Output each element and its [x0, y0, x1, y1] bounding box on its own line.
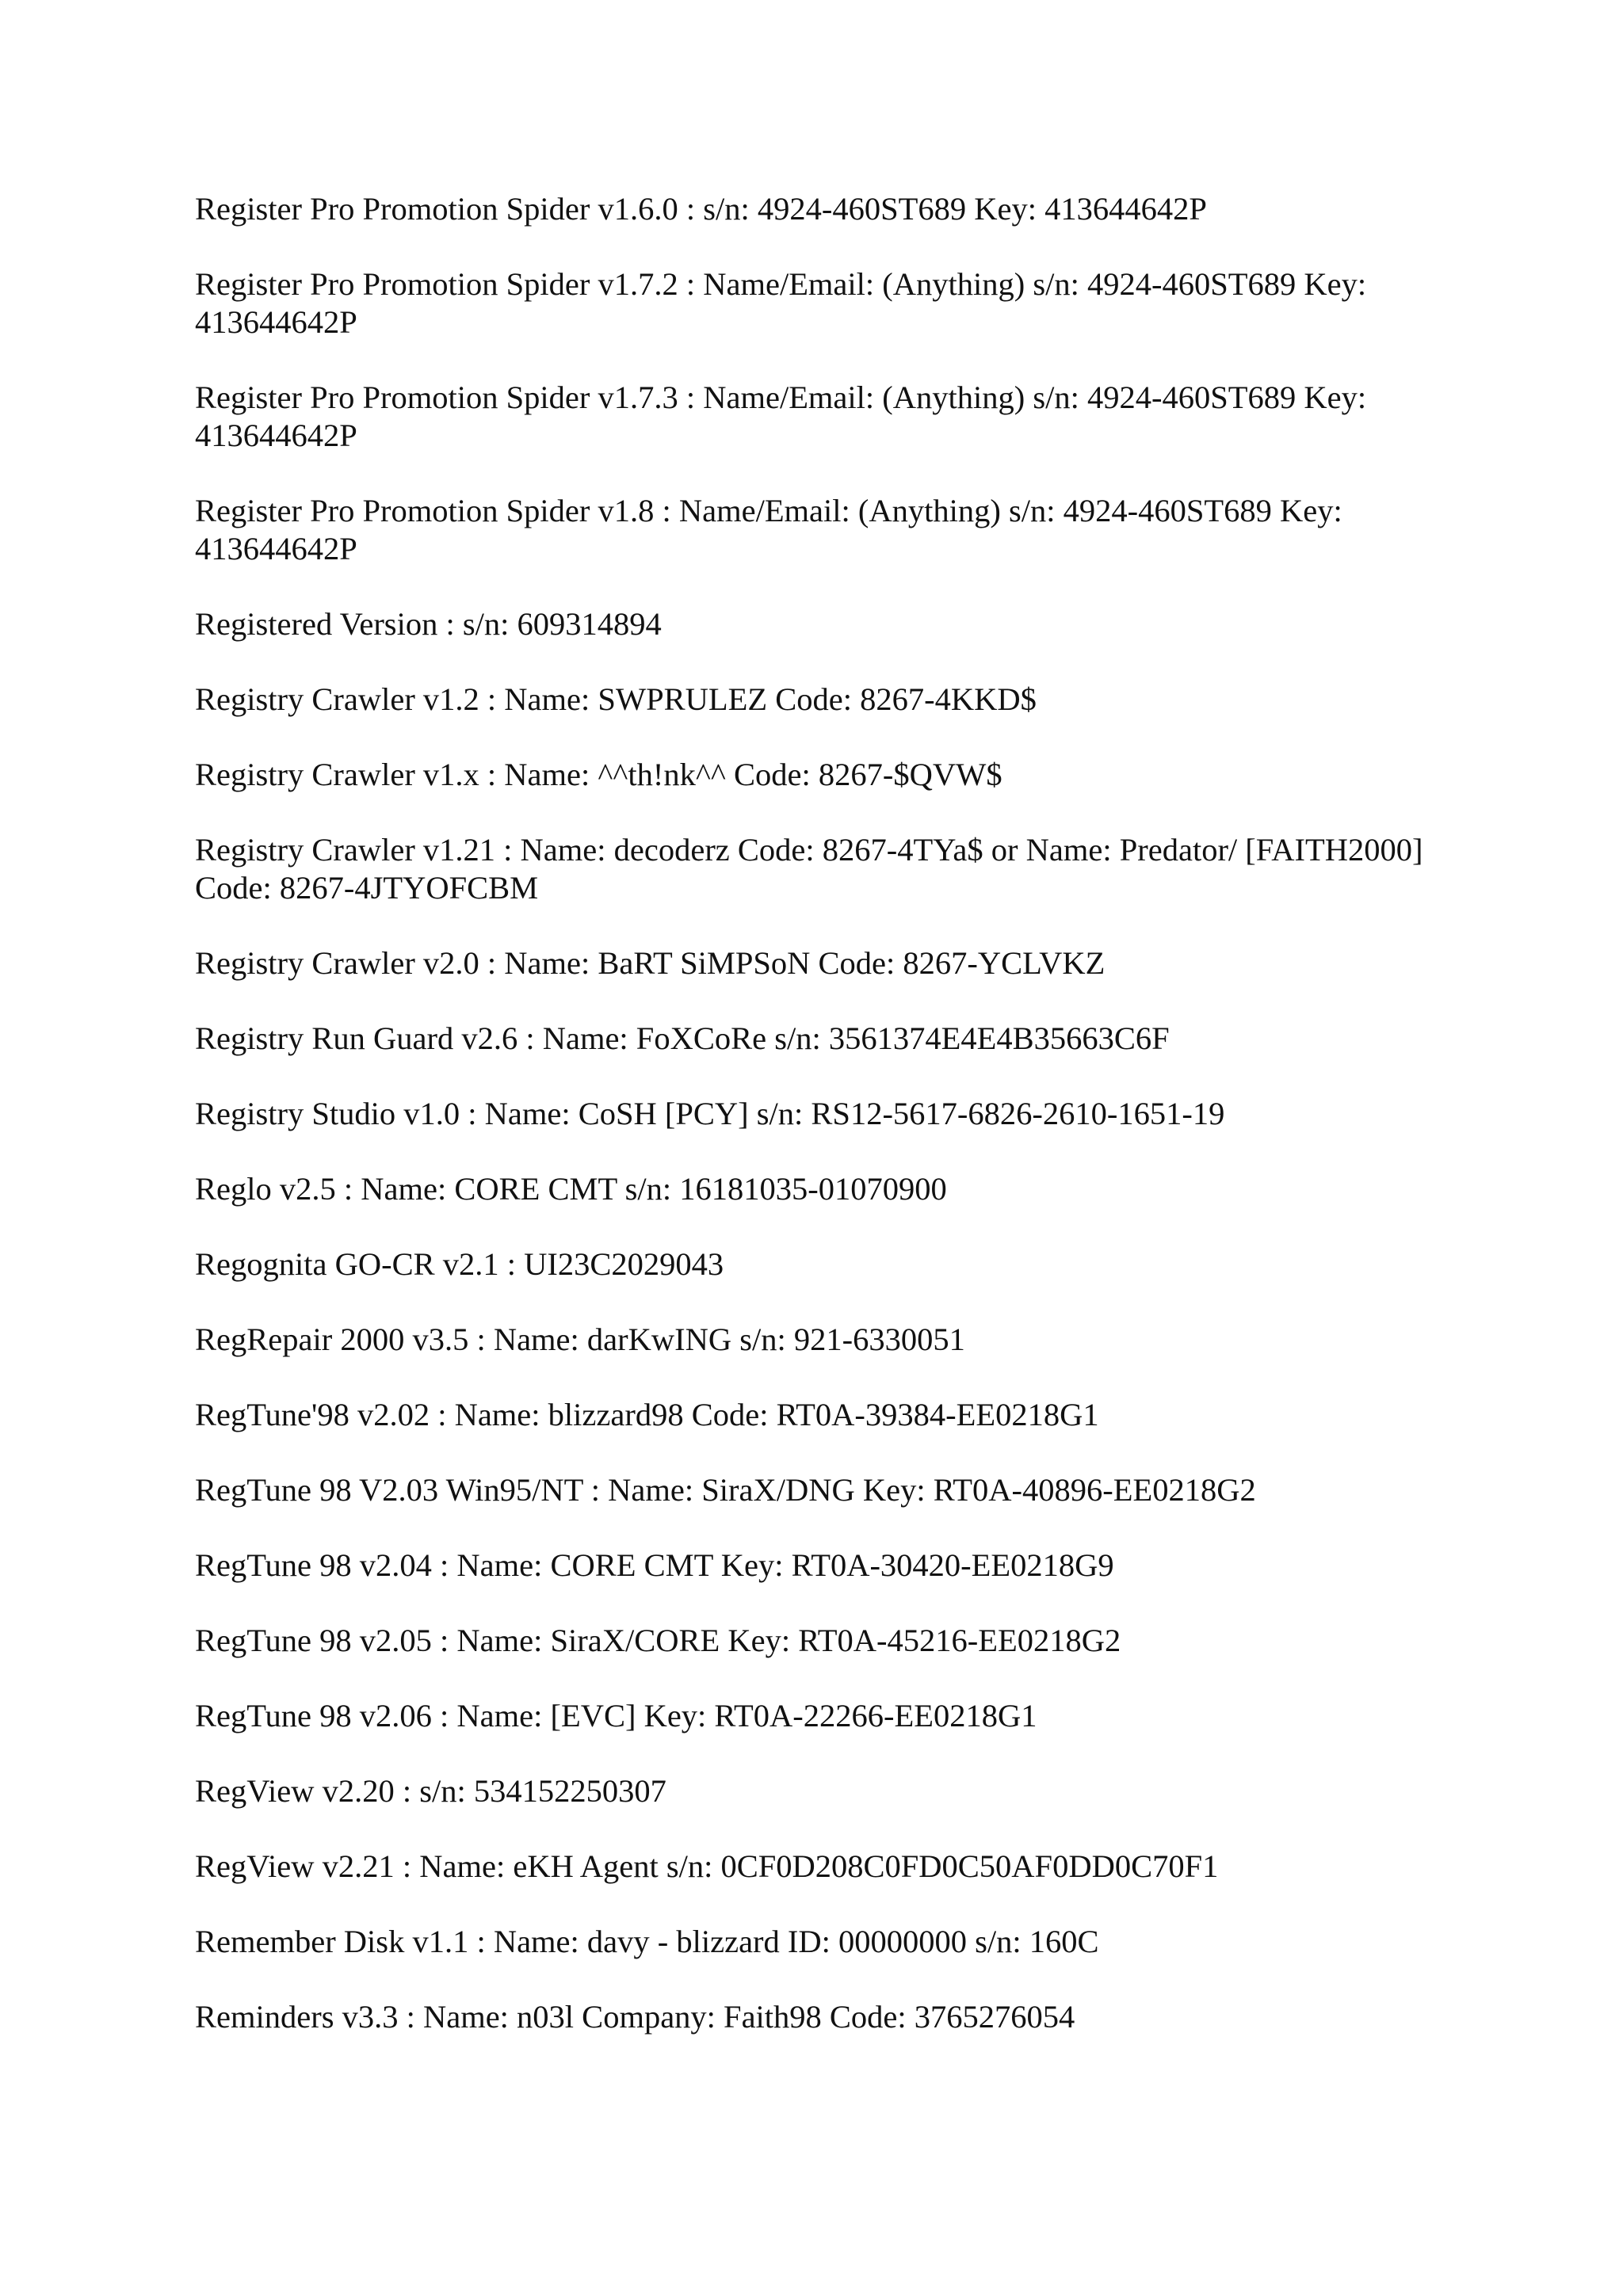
entry-paragraph: Registry Run Guard v2.6 : Name: FoXCoRe s/n: 3561374E4E4B35663C6F [195, 1020, 1170, 1056]
entry-paragraph: Registry Crawler v1.x : Name: ^^th!nk^^ Code: 8267-$QVW$ [195, 757, 1002, 792]
entry-paragraph: RegTune 98 V2.03 Win95/NT : Name: SiraX/DNG Key: RT0A-40896-EE0218G2 [195, 1472, 1256, 1508]
entry-paragraph: Regognita GO-CR v2.1 : UI23C2029043 [195, 1246, 724, 1282]
entry-paragraph: RegTune 98 v2.05 : Name: SiraX/CORE Key: RT0A-45216-EE0218G2 [195, 1623, 1121, 1658]
entry-paragraph: Register Pro Promotion Spider v1.7.3 : Name/Email: (Anything) s/n: 4924-460ST689 Key: 413644642P [195, 379, 1367, 453]
entry-paragraph: RegTune 98 v2.06 : Name: [EVC] Key: RT0A-22266-EE0218G1 [195, 1698, 1037, 1733]
entry-paragraph: Registry Crawler v1.21 : Name: decoderz Code: 8267-4TYa$ or Name: Predator/ [FAITH2000] Code: 8267-4JTYOFCBM [195, 832, 1423, 906]
entry-paragraph: Reglo v2.5 : Name: CORE CMT s/n: 16181035-01070900 [195, 1171, 947, 1207]
entry-paragraph: RegView v2.20 : s/n: 534152250307 [195, 1773, 666, 1809]
entry-paragraph: Register Pro Promotion Spider v1.7.2 : Name/Email: (Anything) s/n: 4924-460ST689 Key: 413644642P [195, 266, 1367, 340]
entry-paragraph: Reminders v3.3 : Name: n03l Company: Faith98 Code: 3765276054 [195, 1999, 1075, 2035]
entry-paragraph: Registry Crawler v2.0 : Name: BaRT SiMPSoN Code: 8267-YCLVKZ [195, 945, 1106, 981]
entry-list [195, 190, 1431, 2073]
entry-paragraph: Registry Crawler v1.2 : Name: SWPRULEZ Code: 8267-4KKD$ [195, 681, 1037, 717]
entry-paragraph: Remember Disk v1.1 : Name: davy - blizzard ID: 00000000 s/n: 160C [195, 1924, 1099, 1959]
entry-paragraph: Registry Studio v1.0 : Name: CoSH [PCY] s/n: RS12-5617-6826-2610-1651-19 [195, 1096, 1225, 1131]
entry-paragraph: Register Pro Promotion Spider v1.6.0 : s/n: 4924-460ST689 Key: 413644642P [195, 191, 1207, 227]
entry-paragraph: RegView v2.21 : Name: eKH Agent s/n: 0CF0D208C0FD0C50AF0DD0C70F1 [195, 1848, 1219, 1884]
entry-paragraph: RegTune 98 v2.04 : Name: CORE CMT Key: RT0A-30420-EE0218G9 [195, 1547, 1114, 1583]
entry-paragraph: RegTune'98 v2.02 : Name: blizzard98 Code: RT0A-39384-EE0218G1 [195, 1397, 1099, 1432]
entry-paragraph: RegRepair 2000 v3.5 : Name: darKwING s/n: 921-6330051 [195, 1322, 965, 1357]
entry-paragraph: Registered Version : s/n: 609314894 [195, 606, 662, 642]
entry-paragraph: Register Pro Promotion Spider v1.8 : Name/Email: (Anything) s/n: 4924-460ST689 Key: 413644642P [195, 493, 1342, 566]
